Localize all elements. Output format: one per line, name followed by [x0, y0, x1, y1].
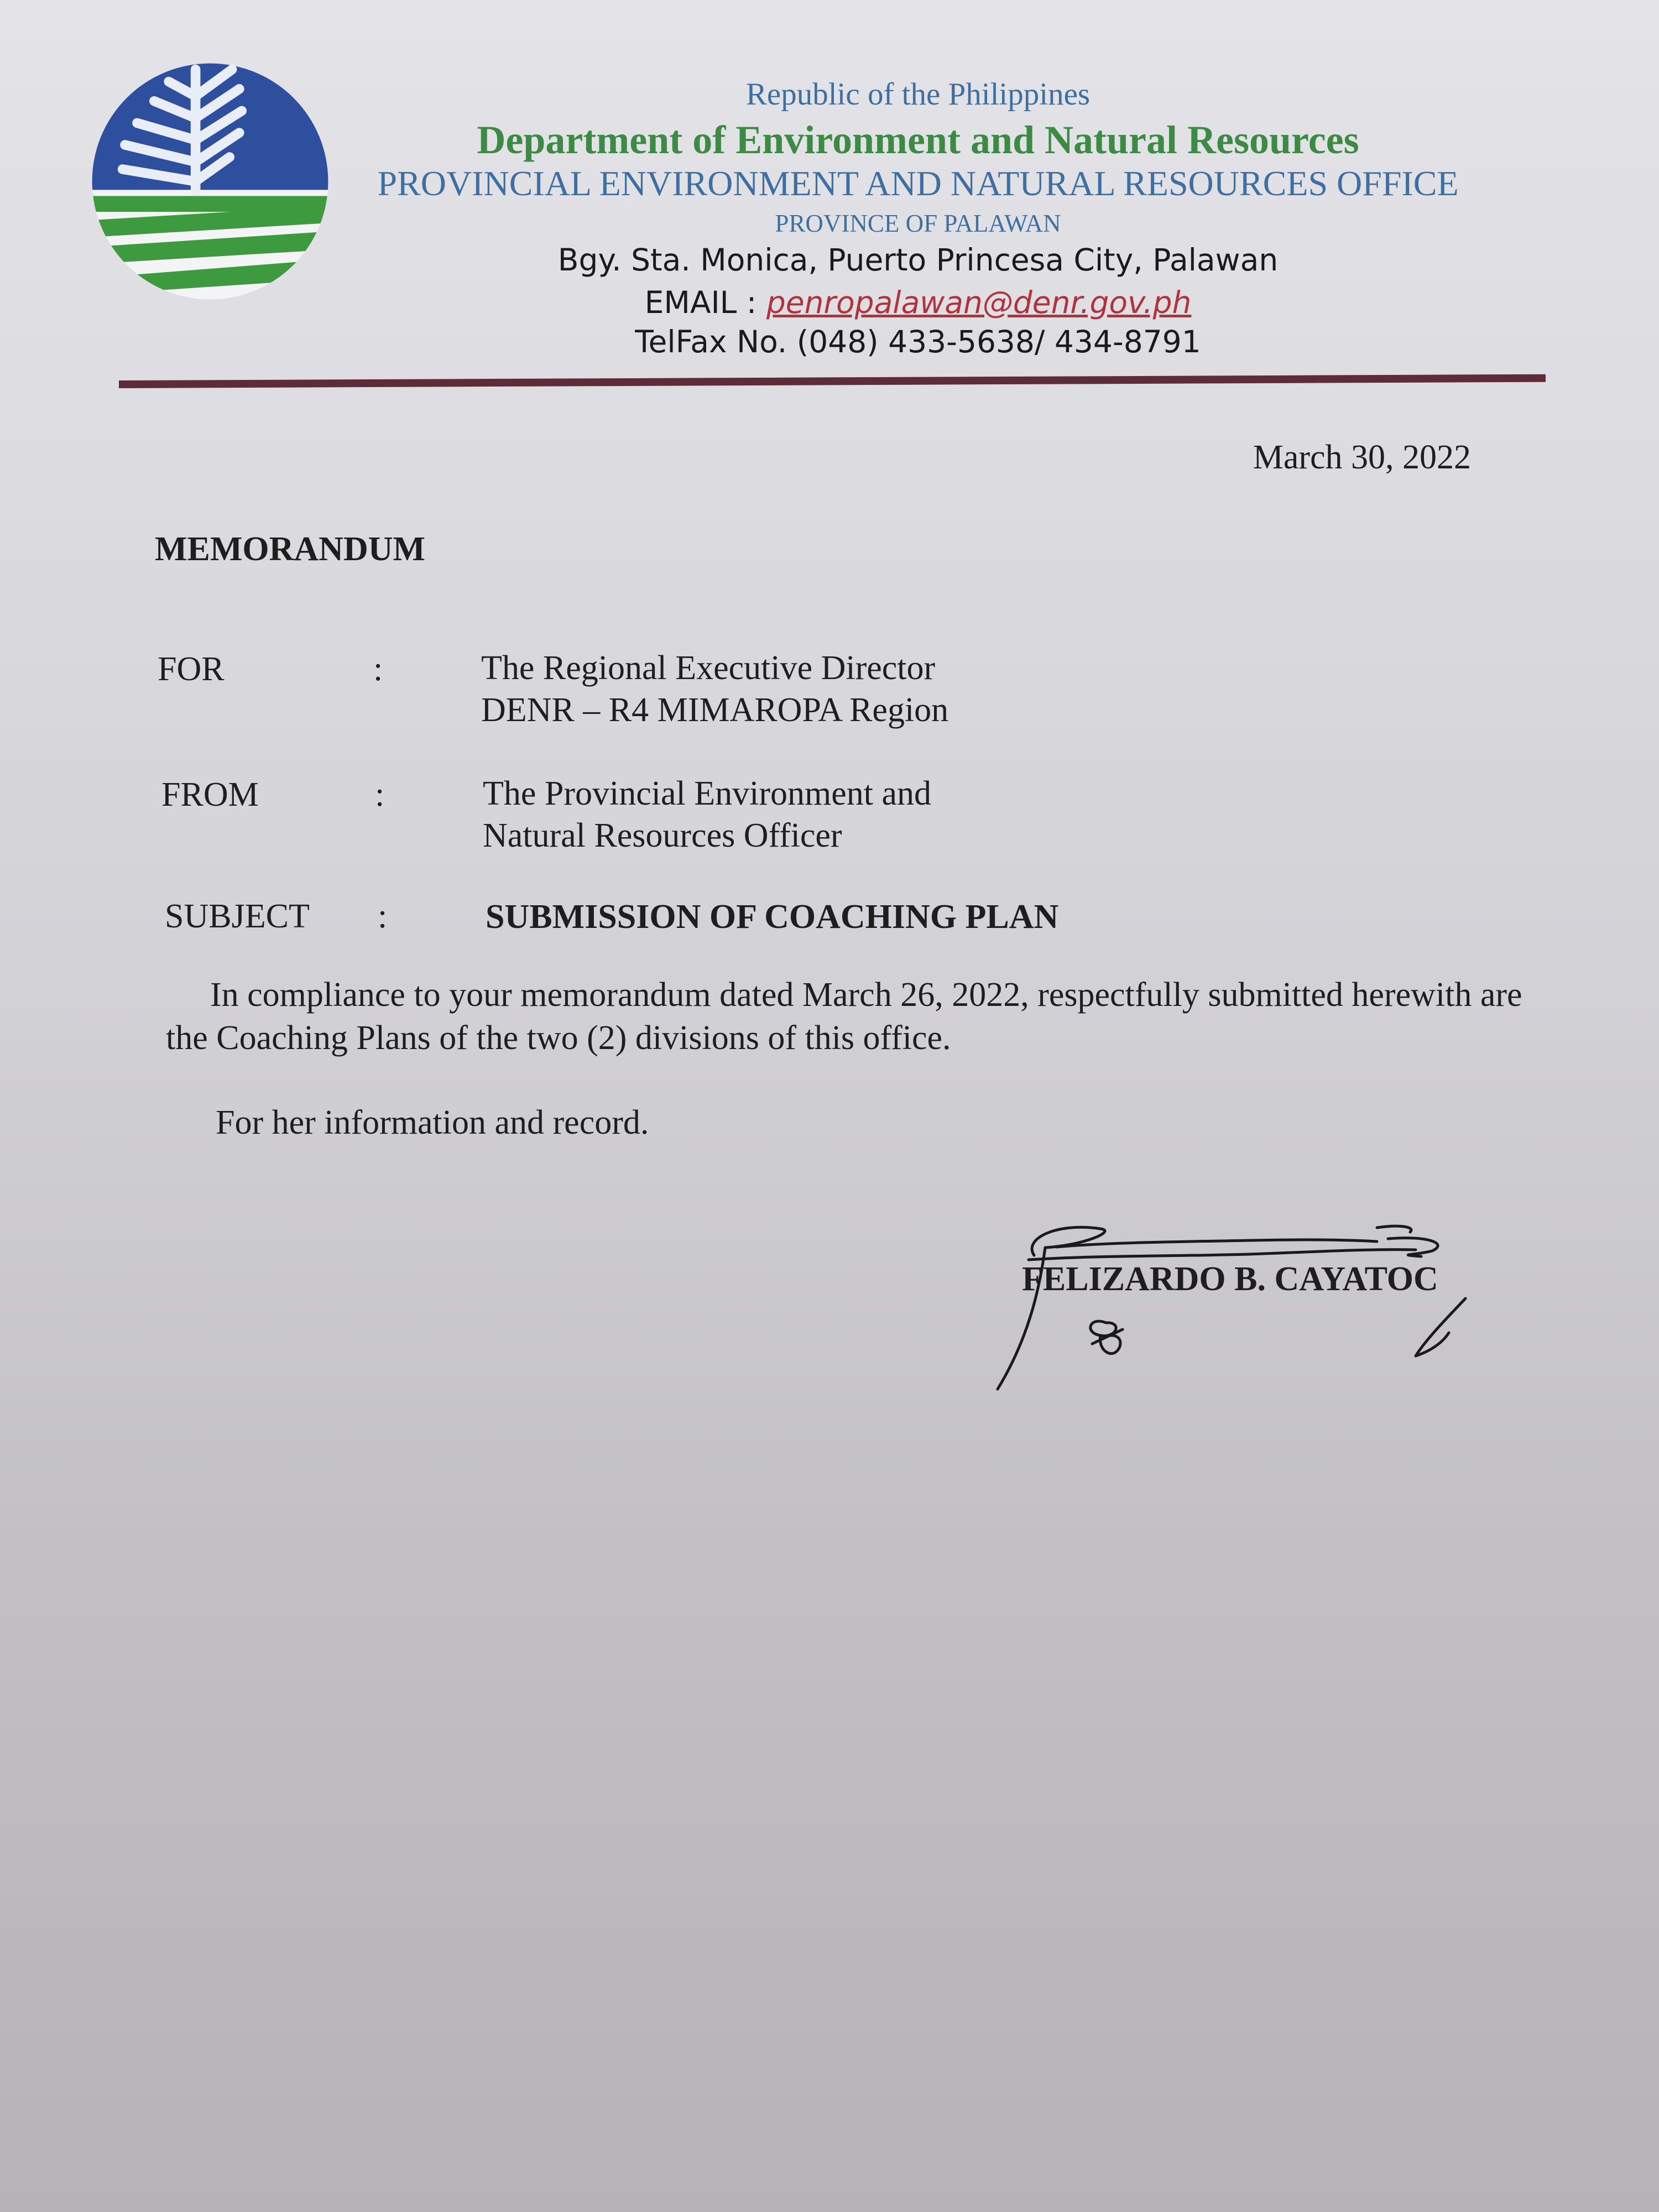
denr-logo-icon	[88, 60, 332, 303]
for-line-1: The Regional Executive Director	[481, 649, 936, 687]
signatory-name: FELIZARDO B. CAYATOC	[1022, 1260, 1438, 1298]
email-label: EMAIL :	[644, 285, 766, 320]
email-line	[310, 285, 1526, 320]
from-value	[483, 773, 931, 857]
from-label: FROM	[161, 776, 259, 813]
memo-date: March 30, 2022	[1253, 439, 1471, 476]
header-divider	[119, 374, 1546, 388]
republic-line: Republic of the Philippines	[745, 77, 1091, 112]
subject-colon: :	[378, 898, 388, 935]
office-name: PROVINCIAL ENVIRONMENT AND NATURAL RESOURCES OFFICE	[377, 164, 1459, 203]
subject-label: SUBJECT	[165, 898, 310, 935]
from-line-1: The Provincial Environment and	[483, 775, 931, 812]
email-link[interactable]: penropalawan@denr.gov.ph	[766, 285, 1192, 320]
memo-title: MEMORANDUM	[155, 530, 426, 568]
subject-value: SUBMISSION OF COACHING PLAN	[486, 898, 1059, 936]
for-label: FOR	[158, 650, 225, 688]
body-paragraph-1: In compliance to your memorandum dated March 26, 2022, respectfully submitted herewith are the Coaching Plans of the two (2) divisions of this office.	[166, 976, 1522, 1057]
from-line-2: Natural Resources Officer	[483, 817, 842, 854]
address-line: Bgy. Sta. Monica, Puerto Princesa City, Palawan	[557, 242, 1279, 278]
department-name: Department of Environment and Natural Resources	[477, 118, 1359, 162]
signature-icon	[990, 1194, 1488, 1405]
from-colon: :	[375, 776, 385, 813]
for-colon: :	[373, 650, 383, 688]
for-line-2: DENR – R4 MIMAROPA Region	[481, 691, 949, 729]
for-value	[481, 647, 948, 731]
body-paragraph-2: For her information and record.	[216, 1104, 649, 1141]
telfax-line: TelFax No. (048) 433-5638/ 434-8791	[635, 324, 1201, 359]
province-line: PROVINCE OF PALAWAN	[775, 210, 1061, 237]
